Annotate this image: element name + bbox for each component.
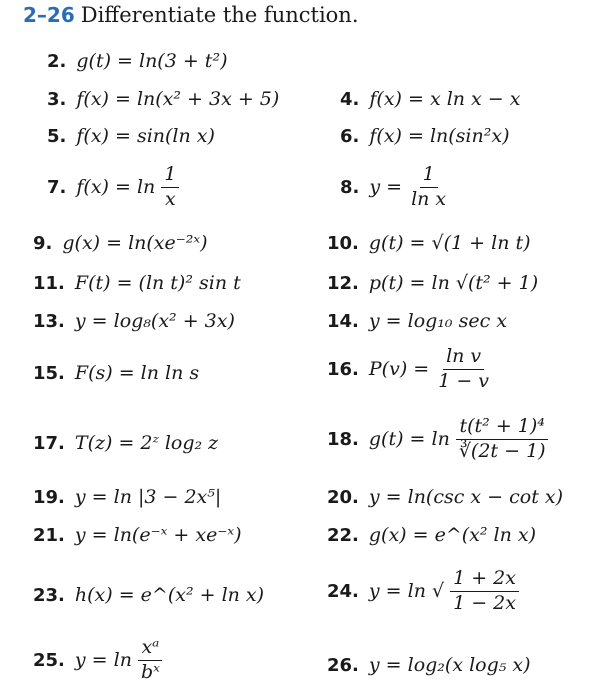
problem-22 bbox=[327, 524, 536, 546]
fraction bbox=[161, 164, 179, 211]
problem-number: 26. bbox=[327, 654, 359, 676]
fraction-denominator: ln x bbox=[411, 187, 447, 210]
problem-function: g(t) = √(1 + ln t) bbox=[368, 232, 531, 254]
problem-number: 9. bbox=[33, 232, 53, 254]
problem-18 bbox=[327, 416, 549, 463]
problem-number: 10. bbox=[327, 232, 359, 254]
problem-function: h(x) = e^(x² + ln x) bbox=[74, 584, 265, 606]
problem-function: y = log₁₀ sec x bbox=[368, 310, 507, 332]
problem-function: y = ln(csc x − cot x) bbox=[368, 486, 564, 508]
problem-function: y = ln |3 − 2x⁵| bbox=[74, 486, 222, 508]
problem-number: 21. bbox=[33, 524, 65, 546]
fraction-numerator: xᵃ bbox=[138, 637, 162, 661]
problem-number: 18. bbox=[327, 428, 359, 450]
problem-number: 19. bbox=[33, 486, 65, 508]
problem-number: 12. bbox=[327, 272, 359, 294]
problem-number: 17. bbox=[33, 432, 65, 454]
problem-function: F(t) = (ln t)² sin t bbox=[74, 272, 241, 294]
problem-function-lhs: f(x) = ln bbox=[76, 176, 156, 199]
problem-number: 11. bbox=[33, 272, 65, 294]
problem-number: 2. bbox=[47, 50, 67, 72]
exercise-range: 2–26 bbox=[23, 3, 75, 27]
problem-10 bbox=[327, 232, 531, 254]
problem-function: f(x) = x ln x − x bbox=[369, 88, 521, 110]
fraction-numerator: t(t² + 1)⁴ bbox=[456, 416, 547, 440]
problem-function-lhs: y = bbox=[369, 176, 403, 199]
problem-5 bbox=[47, 125, 215, 147]
problem-11 bbox=[33, 272, 241, 294]
problem-4 bbox=[340, 88, 520, 110]
fraction bbox=[138, 637, 163, 684]
fraction-denominator: x bbox=[164, 187, 176, 210]
problem-7 bbox=[47, 164, 179, 211]
problem-number: 25. bbox=[33, 649, 65, 671]
fraction bbox=[408, 164, 449, 211]
problem-number: 16. bbox=[327, 358, 359, 380]
problem-19 bbox=[33, 486, 221, 508]
fraction-denominator: 1 − v bbox=[438, 369, 490, 392]
problem-function-lhs: y = ln bbox=[74, 649, 132, 672]
problem-26 bbox=[327, 654, 531, 676]
problem-number: 22. bbox=[327, 524, 359, 546]
fraction-numerator: 1 bbox=[420, 164, 438, 188]
problem-21 bbox=[33, 524, 242, 546]
problem-20 bbox=[327, 486, 563, 508]
problem-function: f(x) = ln(x² + 3x + 5) bbox=[76, 88, 280, 110]
problem-number: 23. bbox=[33, 584, 65, 606]
problem-3 bbox=[47, 88, 279, 110]
problem-2 bbox=[47, 50, 227, 72]
fraction-denominator: 1 − 2x bbox=[453, 591, 516, 614]
problem-function: f(x) = sin(ln x) bbox=[76, 125, 215, 147]
problem-function: T(z) = 2ᶻ log₂ z bbox=[74, 432, 219, 454]
fraction-numerator: ln v bbox=[443, 346, 484, 370]
problem-number: 7. bbox=[47, 176, 67, 198]
fraction-denominator: bˣ bbox=[140, 660, 160, 683]
problem-number: 8. bbox=[340, 176, 360, 198]
fraction bbox=[450, 568, 519, 615]
section-heading bbox=[23, 3, 359, 27]
problem-function: y = log₈(x² + 3x) bbox=[74, 310, 235, 332]
fraction-numerator: 1 + 2x bbox=[450, 568, 519, 592]
problem-12 bbox=[327, 272, 538, 294]
problem-function: F(s) = ln ln s bbox=[74, 362, 200, 384]
problem-function: y = ln(e⁻ˣ + xe⁻ˣ) bbox=[74, 524, 242, 546]
problem-number: 20. bbox=[327, 486, 359, 508]
problem-number: 15. bbox=[33, 362, 65, 384]
problem-number: 3. bbox=[47, 88, 67, 110]
problem-function: g(x) = e^(x² ln x) bbox=[368, 524, 537, 546]
problem-13 bbox=[33, 310, 235, 332]
problem-number: 5. bbox=[47, 125, 67, 147]
problem-25 bbox=[33, 637, 163, 684]
problem-function: y = log₂(x log₅ x) bbox=[368, 654, 531, 676]
problem-16 bbox=[327, 346, 492, 393]
problem-14 bbox=[327, 310, 507, 332]
problem-9 bbox=[33, 232, 208, 254]
problem-function: g(t) = ln(3 + t²) bbox=[76, 50, 228, 72]
problem-number: 14. bbox=[327, 310, 359, 332]
problem-number: 13. bbox=[33, 310, 65, 332]
problem-15 bbox=[33, 362, 199, 384]
section-title: Differentiate the function. bbox=[80, 3, 359, 27]
problem-function: g(x) = ln(xe⁻²ˣ) bbox=[62, 232, 208, 254]
problem-23 bbox=[33, 584, 264, 606]
problem-function: p(t) = ln √(t² + 1) bbox=[368, 272, 539, 294]
problem-function-lhs: g(t) = ln bbox=[368, 428, 450, 451]
problem-number: 24. bbox=[327, 580, 359, 602]
fraction bbox=[456, 416, 549, 463]
problem-6 bbox=[340, 125, 509, 147]
fraction-denominator: ∛(2t − 1) bbox=[458, 439, 546, 462]
problem-function-lhs: P(v) = bbox=[368, 358, 430, 381]
problem-function-lhs: y = ln √ bbox=[368, 580, 445, 603]
fraction-numerator: 1 bbox=[161, 164, 179, 188]
fraction bbox=[435, 346, 492, 393]
problem-function: f(x) = ln(sin²x) bbox=[369, 125, 510, 147]
problem-number: 4. bbox=[340, 88, 360, 110]
problem-24 bbox=[327, 568, 519, 615]
problem-8 bbox=[340, 164, 449, 211]
problem-number: 6. bbox=[340, 125, 360, 147]
problem-17 bbox=[33, 432, 218, 454]
